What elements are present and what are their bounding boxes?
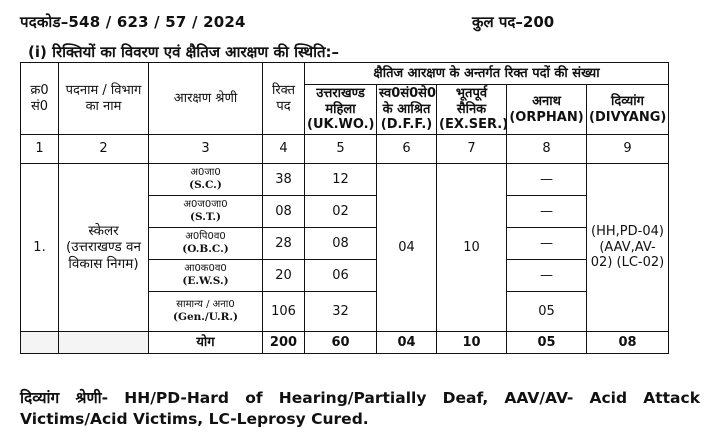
total-divyang: 08 bbox=[587, 332, 669, 354]
category-cell bbox=[149, 228, 263, 260]
category-english: (S.T.) bbox=[190, 211, 221, 224]
col-number: 5 bbox=[305, 135, 377, 164]
total-vacancy: 200 bbox=[263, 332, 305, 354]
orphan-cell: — bbox=[507, 164, 587, 196]
category-cell bbox=[149, 260, 263, 292]
header-orphan: अनाथ (ORPHAN) bbox=[507, 85, 587, 135]
total-label: योग bbox=[149, 332, 263, 354]
vacancy-table bbox=[20, 62, 669, 354]
section-subtitle: (i) रिक्तियों का विवरण एवं क्षैतिज आरक्षण की स्थिति:– bbox=[28, 43, 340, 61]
col-number: 1 bbox=[21, 135, 59, 164]
orphan-cell: — bbox=[507, 228, 587, 260]
category-hindi: अ0जा0 bbox=[190, 167, 221, 179]
category-cell bbox=[149, 196, 263, 228]
col-number: 9 bbox=[587, 135, 669, 164]
col-number: 6 bbox=[377, 135, 437, 164]
orphan-cell: — bbox=[507, 196, 587, 228]
category-hindi: अ0ज0जा0 bbox=[183, 199, 228, 211]
header-dff: स्व0सं0से0 के आश्रित (D.F.F.) bbox=[377, 85, 437, 135]
vacancy-cell: 38 bbox=[263, 164, 305, 196]
dff-cell: 04 bbox=[377, 164, 437, 332]
vacancy-cell: 28 bbox=[263, 228, 305, 260]
header-category: आरक्षण श्रेणी bbox=[149, 63, 263, 135]
divyang-footnote: दिव्यांग श्रेणी- HH/PD-Hard of Hearing/Partially Deaf, AAV/AV- Acid Attack Victims/Acid Victims, LC-Leprosy Cured. bbox=[20, 389, 700, 428]
total-row bbox=[21, 332, 669, 354]
orphan-cell: 05 bbox=[507, 292, 587, 332]
category-english: (Gen./U.R.) bbox=[173, 311, 238, 324]
header-vacancy: रिक्त पद bbox=[263, 63, 305, 135]
divyang-cell: (HH,PD-04) (AAV,AV-02) (LC-02) bbox=[587, 164, 669, 332]
col-number: 3 bbox=[149, 135, 263, 164]
ukwo-cell: 06 bbox=[305, 260, 377, 292]
header-exser: भूतपूर्व सैनिक (EX.SER.) bbox=[437, 85, 507, 135]
table-row bbox=[21, 164, 669, 196]
col-number: 8 bbox=[507, 135, 587, 164]
exser-cell: 10 bbox=[437, 164, 507, 332]
total-blank bbox=[59, 332, 149, 354]
total-dff: 04 bbox=[377, 332, 437, 354]
col-number: 2 bbox=[59, 135, 149, 164]
ukwo-cell: 02 bbox=[305, 196, 377, 228]
vacancy-cell: 20 bbox=[263, 260, 305, 292]
total-posts: कुल पद–200 bbox=[472, 13, 555, 31]
header-horizontal: क्षैतिज आरक्षण के अन्तर्गत रिक्त पदों की संख्या bbox=[305, 63, 669, 85]
category-cell bbox=[149, 292, 263, 332]
ukwo-cell: 12 bbox=[305, 164, 377, 196]
category-hindi: आ0क0व0 bbox=[184, 263, 227, 275]
header-sno: क्र0 सं0 bbox=[21, 63, 59, 135]
col-number: 7 bbox=[437, 135, 507, 164]
header-divyang: दिव्यांग (DIVYANG) bbox=[587, 85, 669, 135]
category-hindi: अ0पि0व0 bbox=[185, 231, 226, 243]
total-orphan: 05 bbox=[507, 332, 587, 354]
ukwo-cell: 32 bbox=[305, 292, 377, 332]
total-exser: 10 bbox=[437, 332, 507, 354]
row-post-name: स्केलर (उत्तराखण्ड वन विकास निगम) bbox=[59, 164, 149, 332]
category-english: (E.W.S.) bbox=[182, 275, 229, 288]
header-post: पदनाम / विभाग का नाम bbox=[59, 63, 149, 135]
orphan-cell: — bbox=[507, 260, 587, 292]
category-english: (O.B.C.) bbox=[182, 243, 229, 256]
header-ukwo: उत्तराखण्ड महिला (UK.WO.) bbox=[305, 85, 377, 135]
post-code: पदकोड–548 / 623 / 57 / 2024 bbox=[20, 13, 246, 31]
total-ukwo: 60 bbox=[305, 332, 377, 354]
category-hindi: सामान्य / अना0 bbox=[176, 299, 235, 311]
ukwo-cell: 08 bbox=[305, 228, 377, 260]
category-english: (S.C.) bbox=[189, 179, 222, 192]
column-number-row bbox=[21, 135, 669, 164]
col-number: 4 bbox=[263, 135, 305, 164]
row-sno: 1. bbox=[21, 164, 59, 332]
vacancy-cell: 08 bbox=[263, 196, 305, 228]
vacancy-cell: 106 bbox=[263, 292, 305, 332]
total-blank bbox=[21, 332, 59, 354]
category-cell bbox=[149, 164, 263, 196]
